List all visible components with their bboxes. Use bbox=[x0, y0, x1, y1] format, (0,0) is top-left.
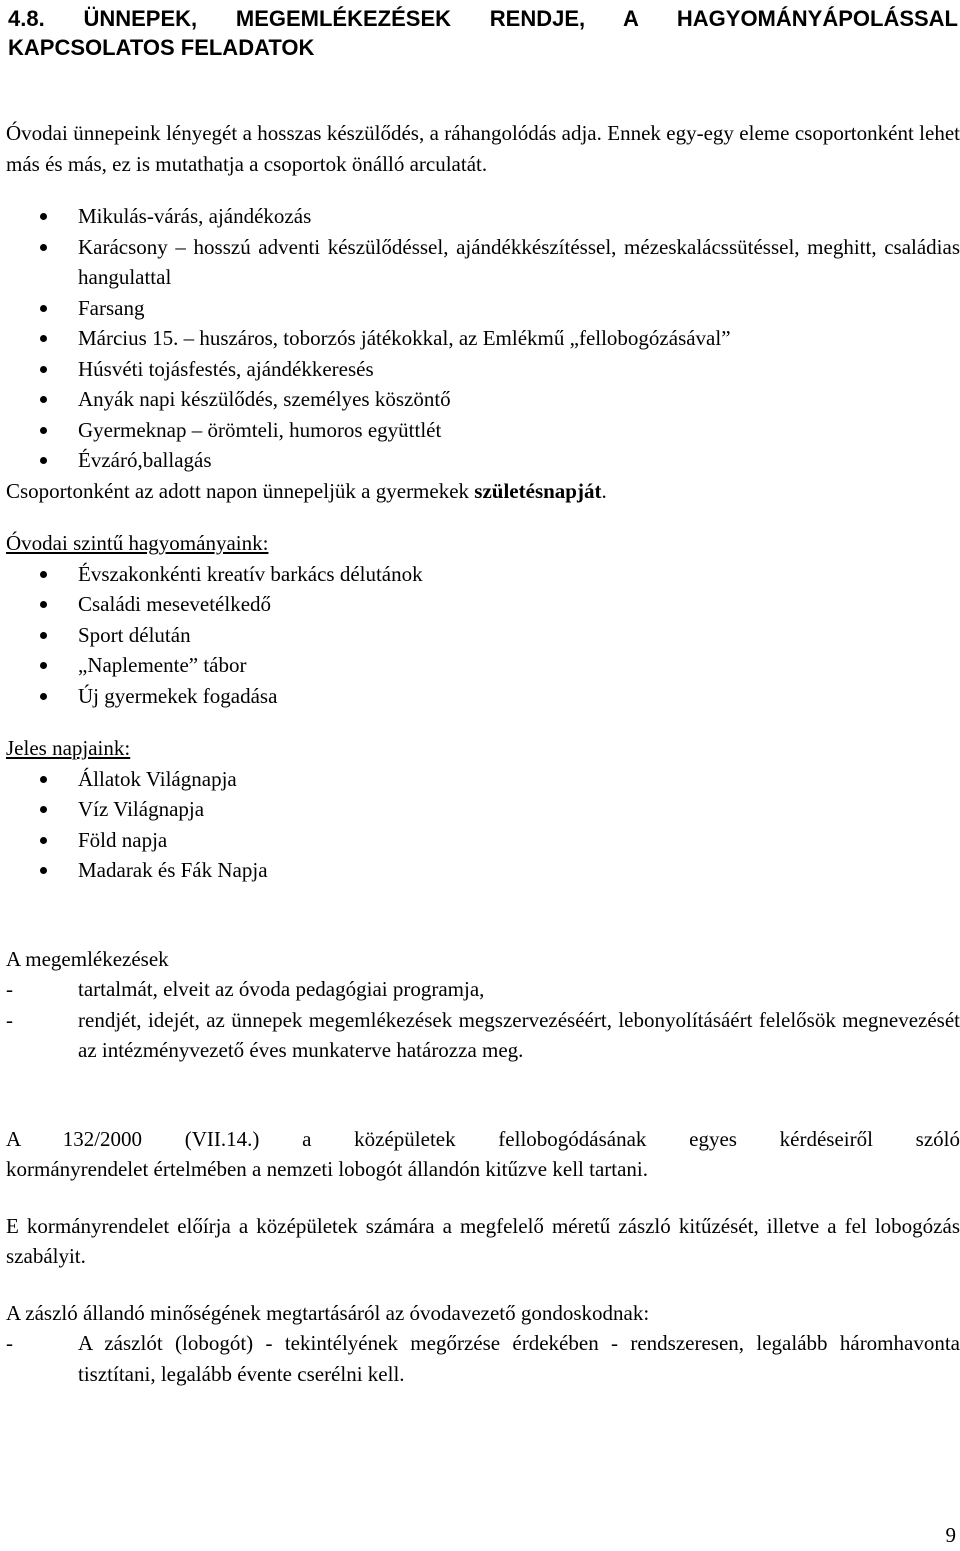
birthday-end: . bbox=[601, 478, 607, 503]
flag-care-title: A zászló állandó minőségének megtartásáról az óvodavezető gondoskodnak: bbox=[6, 1300, 650, 1325]
section-heading-line-2: KAPCSOLATOS FELADATOK bbox=[8, 35, 315, 60]
commemorations-list bbox=[6, 974, 960, 1066]
list-item: Húsvéti tojásfestés, ajándékkeresés bbox=[6, 354, 960, 385]
special-days-title: Jeles napjaink: bbox=[6, 736, 131, 760]
list-item: Madarak és Fák Napja bbox=[6, 855, 960, 886]
flag-care-list bbox=[6, 1328, 960, 1389]
birthday-bold: születésnapját bbox=[474, 478, 602, 503]
list-item: Március 15. – huszáros, toborzós játékokkal, az Emlékmű „fellobogózásával” bbox=[6, 323, 960, 354]
document-body bbox=[6, 118, 960, 1389]
list-item: Új gyermekek fogadása bbox=[6, 681, 960, 712]
flag-rule-paragraph: E kormányrendelet előírja a középületek számára a megfelelő méretű zászló kitűzését, illetve a fel lobogózás szabályit. bbox=[6, 1213, 960, 1268]
decree-line-1: A 132/2000 (VII.14.) a középületek fellobogódásának egyes kérdéseiről szóló bbox=[6, 1126, 960, 1151]
list-item: Évzáró,ballagás bbox=[6, 445, 960, 476]
birthday-text: Csoportonként az adott napon ünnepeljük a gyermekek bbox=[6, 478, 475, 503]
list-item: Anyák napi készülődés, személyes köszöntő bbox=[6, 384, 960, 415]
list-item: Mikulás-várás, ajándékozás bbox=[6, 201, 960, 232]
list-item: Sport délután bbox=[6, 620, 960, 651]
list-item: Farsang bbox=[6, 293, 960, 324]
section-heading bbox=[8, 4, 958, 62]
list-item: Föld napja bbox=[6, 825, 960, 856]
commemorations-title: A megemlékezések bbox=[6, 946, 169, 971]
list-item: - tartalmát, elveit az óvoda pedagógiai programja, bbox=[6, 974, 960, 1005]
decree-paragraph bbox=[6, 1124, 960, 1185]
list-item: Évszakonkénti kreatív barkács délutánok bbox=[6, 559, 960, 590]
intro-paragraph: Óvodai ünnepeink lényegét a hosszas készülődés, a ráhangolódás adja. Ennek egy-egy eleme csoportonként lehet más és más, ez is mutathatja a csoportok önálló arculatát. bbox=[6, 121, 960, 176]
list-item: Víz Világnapja bbox=[6, 794, 960, 825]
section-heading-line-1: 4.8. ÜNNEPEK, MEGEMLÉKEZÉSEK RENDJE, A HAGYOMÁNYÁPOLÁSSAL bbox=[8, 6, 958, 31]
list-item: Állatok Világnapja bbox=[6, 764, 960, 795]
list-item: Családi mesevetélkedő bbox=[6, 589, 960, 620]
list-item: - rendjét, idejét, az ünnepek megemlékezések megszervezéséért, lebonyolításáért felelősök megnevezését az intézményvezető éves munkaterve határozza meg. bbox=[6, 1005, 960, 1066]
list-item: Gyermeknap – örömteli, humoros együttlét bbox=[6, 415, 960, 446]
list-item: - A zászlót (lobogót) - tekintélyének megőrzése érdekében - rendszeresen, legalább háromhavonta tisztítani, legalább évente cserélni kell. bbox=[6, 1328, 960, 1389]
holiday-list bbox=[6, 201, 960, 476]
list-item: „Naplemente” tábor bbox=[6, 650, 960, 681]
traditions-list bbox=[6, 559, 960, 712]
traditions-title: Óvodai szintű hagyományaink: bbox=[6, 531, 269, 555]
decree-line-2: kormányrendelet értelmében a nemzeti lobogót állandón kitűzve kell tartani. bbox=[6, 1157, 649, 1181]
page-number: 9 bbox=[945, 1523, 956, 1547]
special-days-list bbox=[6, 764, 960, 886]
list-item: Karácsony – hosszú adventi készülődéssel, ajándékkészítéssel, mézeskalácssütéssel, meghitt, családias hangulattal bbox=[6, 232, 960, 293]
birthday-paragraph bbox=[6, 476, 960, 507]
